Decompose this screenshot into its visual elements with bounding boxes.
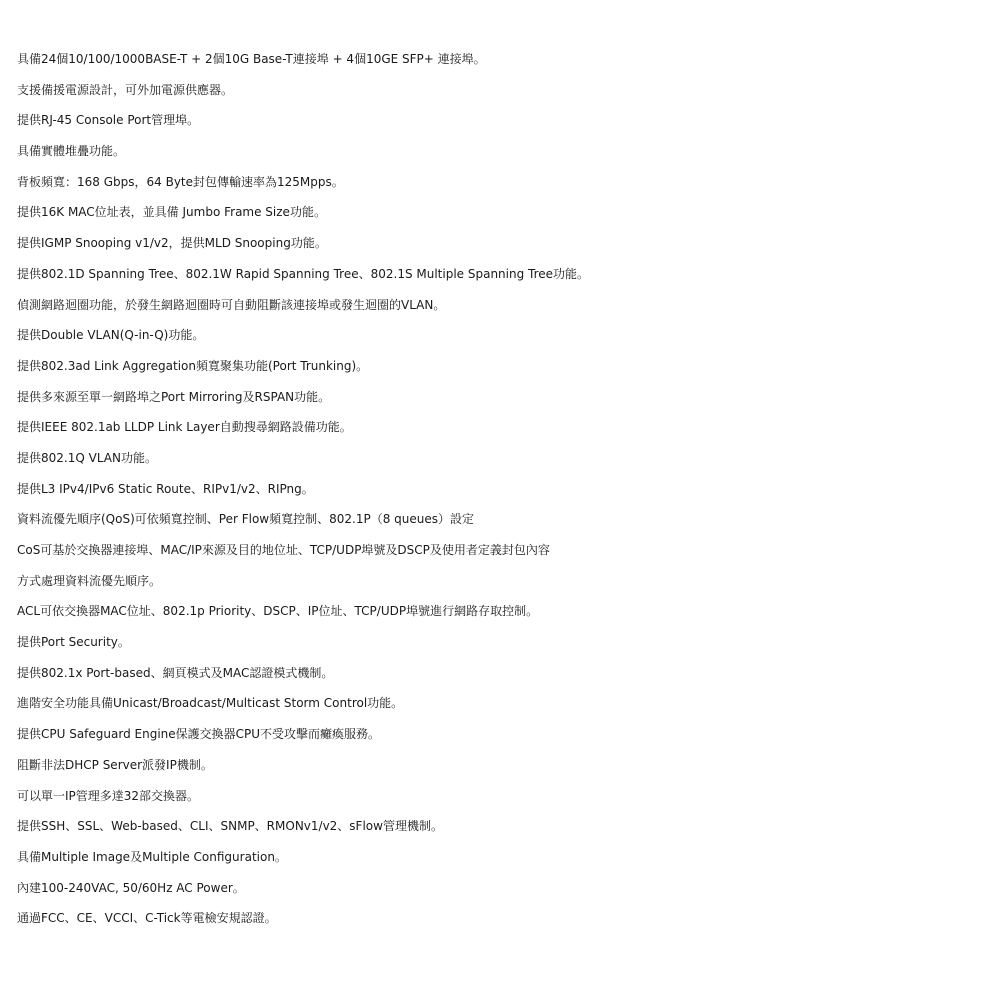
spec-line: 提供CPU Safeguard Engine保護交換器CPU不受攻擊而癱瘓服務。 [17, 727, 381, 742]
spec-line: 具備Multiple Image及Multiple Configuration。 [17, 849, 287, 864]
spec-line: 方式處理資料流優先順序。 [17, 573, 162, 588]
spec-line: 進階安全功能具備Unicast/Broadcast/Multicast Storm Control功能。 [17, 696, 404, 711]
spec-list [17, 44, 997, 934]
spec-line: 提供Double VLAN(Q-in-Q)功能。 [17, 328, 205, 343]
spec-line: 提供802.1Q VLAN功能。 [17, 450, 157, 465]
spec-line: 阻斷非法DHCP Server派發IP機制。 [17, 757, 213, 772]
spec-line: 提供802.3ad Link Aggregation頻寬聚集功能(Port Trunking)。 [17, 358, 369, 373]
spec-line: 提供Port Security。 [17, 635, 130, 650]
spec-line: CoS可基於交換器連接埠、MAC/IP來源及目的地位址、TCP/UDP埠號及DSCP及使用者定義封包內容 [17, 543, 550, 557]
spec-line: 具備24個10/100/1000BASE-T + 2個10G Base-T連接埠 + 4個10GE SFP+ 連接埠。 [17, 52, 486, 66]
spec-line: 提供IEEE 802.1ab LLDP Link Layer自動搜尋網路設備功能。 [17, 420, 352, 435]
spec-line: 偵測網路迴圈功能，於發生網路迴圈時可自動阻斷該連接埠或發生迴圈的VLAN。 [17, 297, 446, 312]
spec-line: 具備實體堆疊功能。 [17, 144, 126, 159]
spec-line: 資料流優先順序(QoS)可依頻寬控制、Per Flow頻寬控制、802.1P（8 queues）設定 [17, 512, 474, 527]
spec-line: 提供L3 IPv4/IPv6 Static Route、RIPv1/v2、RIPng。 [17, 481, 314, 496]
spec-line: 通過FCC、CE、VCCI、C-Tick等電檢安規認證。 [17, 911, 277, 926]
spec-line: 提供RJ-45 Console Port管理埠。 [17, 113, 200, 128]
spec-line: 提供SSH、SSL、Web-based、CLI、SNMP、RMONv1/v2、sFlow管理機制。 [17, 819, 443, 834]
spec-line: 提供16K MAC位址表，並具備 Jumbo Frame Size功能。 [17, 205, 326, 220]
spec-line: 背板頻寬：168 Gbps，64 Byte封包傳輸速率為125Mpps。 [17, 174, 344, 189]
spec-line: ACL可依交換器MAC位址、802.1p Priority、DSCP、IP位址、TCP/UDP埠號進行網路存取控制。 [17, 604, 539, 619]
spec-line: 提供802.1x Port-based、網頁模式及MAC認證模式機制。 [17, 665, 334, 680]
spec-line: 提供多來源至單一網路埠之Port Mirroring及RSPAN功能。 [17, 389, 331, 404]
spec-line: 內建100-240VAC, 50/60Hz AC Power。 [17, 880, 245, 895]
spec-line: 提供IGMP Snooping v1/v2，提供MLD Snooping功能。 [17, 236, 327, 251]
spec-line: 支援備援電源設計，可外加電源供應器。 [17, 82, 234, 97]
spec-line: 提供802.1D Spanning Tree、802.1W Rapid Spanning Tree、802.1S Multiple Spanning Tree功能。 [17, 266, 590, 281]
spec-line: 可以單一IP管理多達32部交換器。 [17, 788, 200, 803]
